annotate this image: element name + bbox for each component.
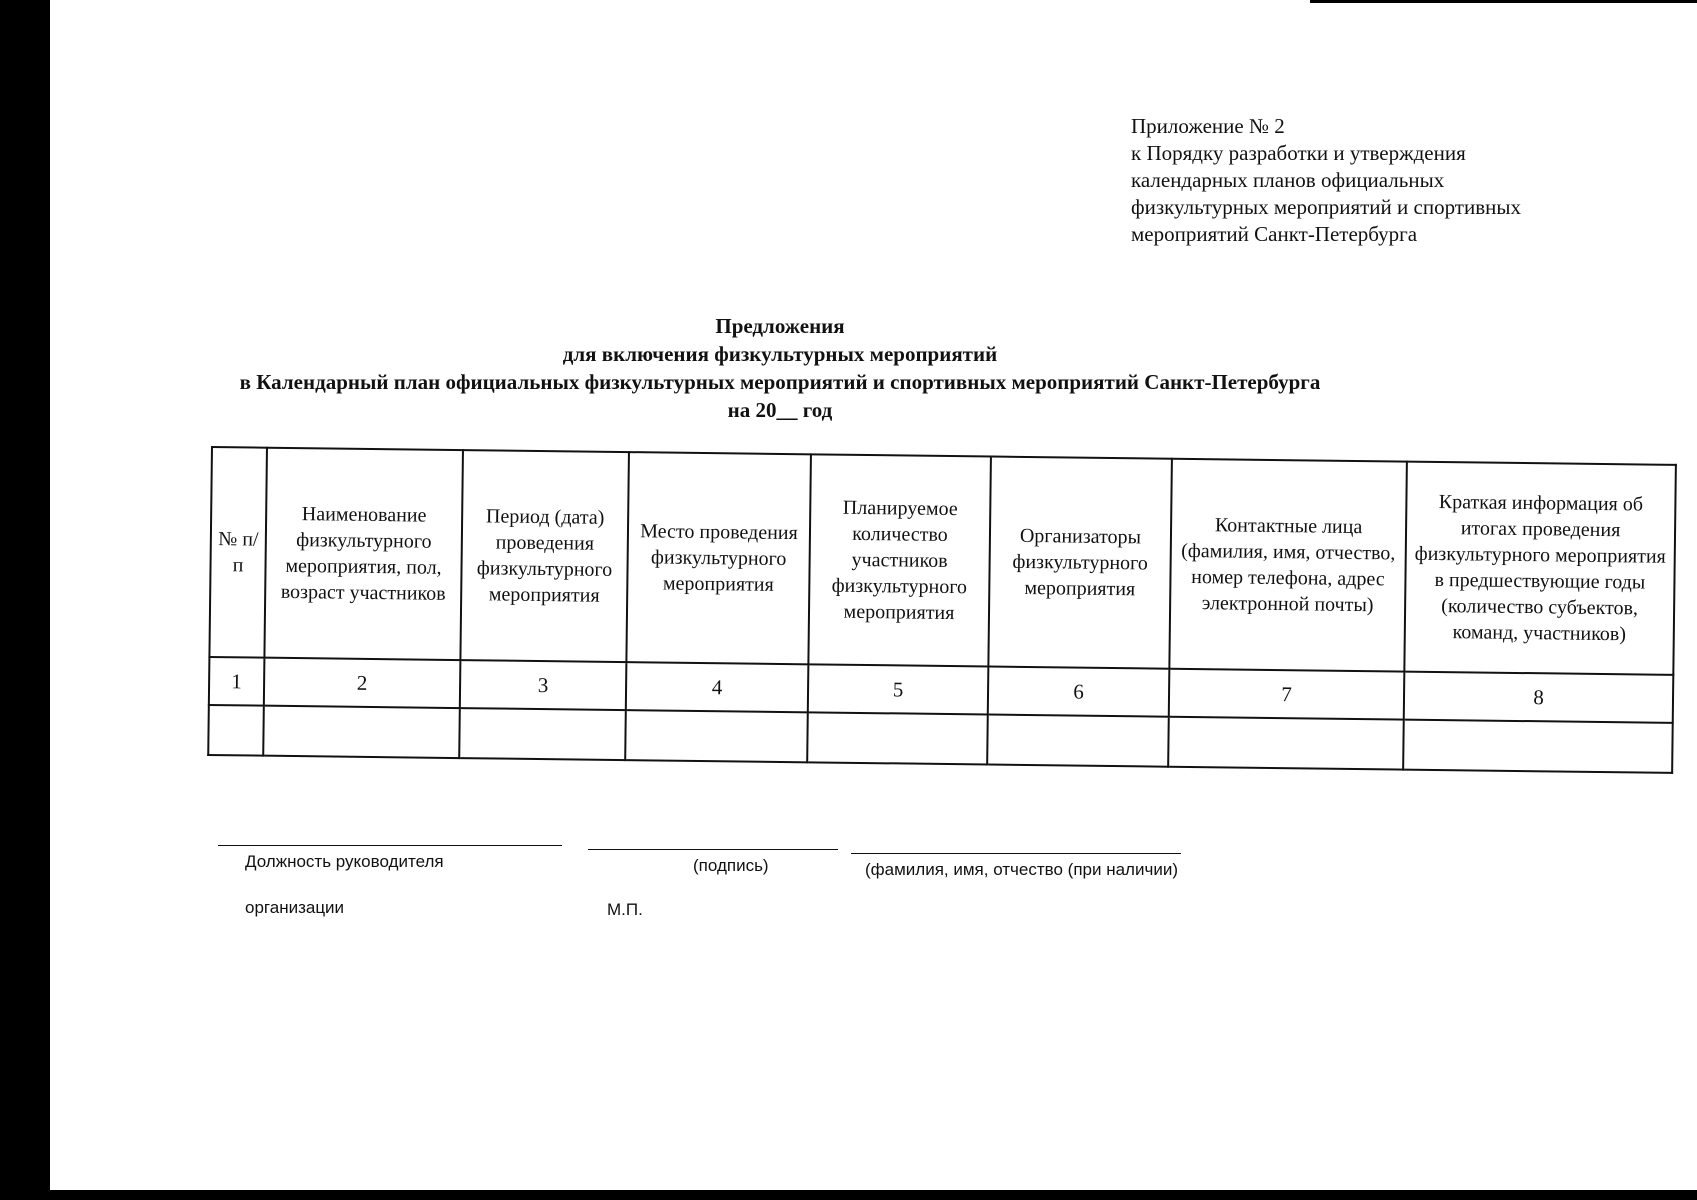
column-number-cell: 6 [988, 667, 1170, 717]
column-number-cell: 3 [460, 660, 627, 710]
empty-cell [459, 708, 626, 760]
column-number-cell: 1 [209, 657, 265, 706]
signature-label: (подпись) [693, 856, 769, 875]
empty-cell [987, 715, 1169, 767]
appendix-line: мероприятий Санкт-Петербурга [1131, 222, 1418, 246]
empty-cell [807, 712, 988, 764]
empty-cell [263, 706, 460, 758]
title-line-4: на 20__ год [727, 398, 833, 422]
proposals-table [207, 446, 1677, 774]
scan-border-bottom [0, 1190, 1697, 1200]
scan-border-left [0, 0, 50, 1200]
title-line-1: Предложения [715, 314, 845, 338]
title-line-3: в Календарный план официальных физкультурных мероприятий и спортивных мероприятий Санкт-Петербурга [239, 370, 1321, 394]
header-cell-participants: Планируемое количество участников физкультурного мероприятия [808, 454, 991, 666]
column-number-cell: 2 [264, 658, 461, 708]
header-cell-organizers: Организаторы физкультурного мероприятия [988, 457, 1172, 669]
position-label: Должность руководителя [245, 852, 444, 871]
header-cell-period: Период (дата) проведения физкультурного мероприятия [460, 450, 629, 662]
stamp-label: М.П. [607, 900, 643, 919]
appendix-note [1131, 113, 1651, 248]
header-cell-contacts: Контактные лица (фамилия, имя, отчество, номер телефона, адрес электронной почты) [1169, 459, 1407, 672]
empty-cell [625, 710, 808, 762]
header-cell-results: Краткая информация об итогах проведения физкультурного мероприятия в предшествующие годы (количество субъектов, команд, участников) [1404, 462, 1676, 675]
empty-cell [208, 705, 264, 756]
appendix-line: физкультурных мероприятий и спортивных [1131, 195, 1521, 219]
table-header-row [209, 447, 1675, 675]
column-number-cell: 7 [1169, 669, 1405, 720]
title-line-2: для включения физкультурных мероприятий [562, 342, 998, 366]
column-number-cell: 4 [626, 662, 809, 712]
appendix-line: календарных планов официальных [1131, 168, 1445, 192]
header-cell-event-name: Наименование физкультурного мероприятия, пол, возраст участников [264, 448, 463, 660]
column-number-cell: 8 [1404, 672, 1674, 723]
empty-cell [1403, 720, 1673, 773]
scan-border-top [1310, 0, 1697, 3]
position-signature-line [218, 845, 562, 846]
document-title [200, 312, 1360, 424]
empty-cell [1168, 717, 1404, 770]
appendix-line: к Порядку разработки и утверждения [1131, 141, 1466, 165]
name-signature-line [851, 853, 1181, 854]
organization-label: организации [245, 898, 345, 917]
full-name-label: (фамилия, имя, отчество (при наличии) [865, 860, 1178, 879]
signature-line [588, 849, 838, 850]
appendix-line: Приложение № 2 [1131, 114, 1285, 138]
header-cell-number: № п/п [209, 447, 267, 658]
column-number-cell: 5 [808, 664, 989, 714]
header-cell-venue: Место проведения физкультурного мероприятия [626, 452, 811, 664]
